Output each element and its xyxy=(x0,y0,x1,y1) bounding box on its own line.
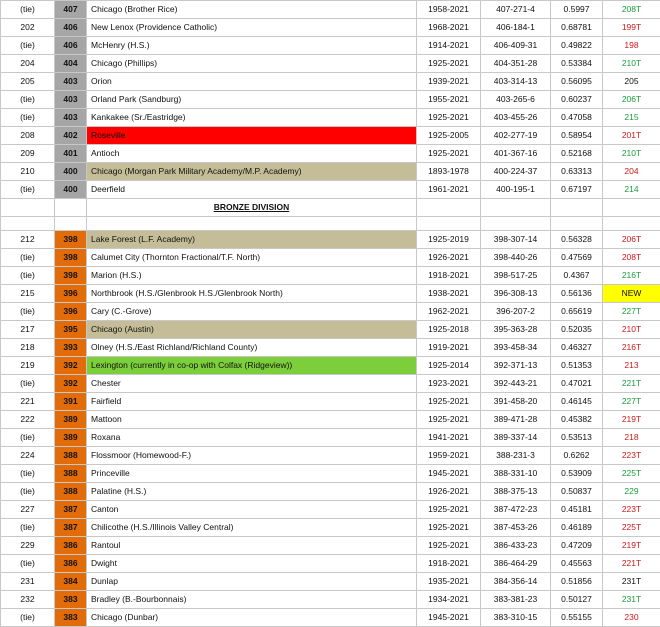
team-cell: Dunlap xyxy=(87,573,417,591)
table-row xyxy=(1,519,660,537)
rank-cell: (tie) xyxy=(1,109,55,127)
record-cell: 388-331-10 xyxy=(481,465,551,483)
table-row xyxy=(1,231,660,249)
table-row xyxy=(1,163,660,181)
division-header xyxy=(1,199,660,231)
points-cell: 401 xyxy=(55,145,87,163)
previous-rank-cell: 221T xyxy=(603,555,660,573)
team-cell: Fairfield xyxy=(87,393,417,411)
previous-rank-cell: 225T xyxy=(603,465,660,483)
years-cell: 1918-2021 xyxy=(417,555,481,573)
team-cell: Dwight xyxy=(87,555,417,573)
division-blank-cell xyxy=(417,199,481,217)
table-row xyxy=(1,145,660,163)
division-blank-cell xyxy=(481,199,551,217)
points-cell: 384 xyxy=(55,573,87,591)
previous-rank-cell: 198 xyxy=(603,37,660,55)
previous-rank-cell: 227T xyxy=(603,393,660,411)
team-cell: Lexington (currently in co-op with Colfax (Ridgeview)) xyxy=(87,357,417,375)
years-cell: 1959-2021 xyxy=(417,447,481,465)
pct-cell: 0.67197 xyxy=(551,181,603,199)
points-cell: 388 xyxy=(55,447,87,465)
rank-cell: (tie) xyxy=(1,303,55,321)
division-blank-cell xyxy=(1,199,55,217)
team-cell: Kankakee (Sr./Eastridge) xyxy=(87,109,417,127)
points-cell: 398 xyxy=(55,249,87,267)
table-row xyxy=(1,37,660,55)
previous-rank-cell: 230 xyxy=(603,609,660,627)
years-cell: 1925-2021 xyxy=(417,55,481,73)
pct-cell: 0.47569 xyxy=(551,249,603,267)
team-cell: Deerfield xyxy=(87,181,417,199)
previous-rank-cell: 219T xyxy=(603,411,660,429)
record-cell: 398-440-26 xyxy=(481,249,551,267)
team-cell: New Lenox (Providence Catholic) xyxy=(87,19,417,37)
team-cell: Rantoul xyxy=(87,537,417,555)
table-row xyxy=(1,267,660,285)
years-cell: 1945-2021 xyxy=(417,465,481,483)
table-row xyxy=(1,609,660,627)
division-blank-cell xyxy=(55,199,87,217)
bronze-division-rows xyxy=(1,231,660,627)
rank-cell: 219 xyxy=(1,357,55,375)
years-cell: 1919-2021 xyxy=(417,339,481,357)
years-cell: 1918-2021 xyxy=(417,267,481,285)
previous-rank-cell: 216T xyxy=(603,339,660,357)
points-cell: 391 xyxy=(55,393,87,411)
team-cell: Orland Park (Sandburg) xyxy=(87,91,417,109)
team-cell: Chicago (Austin) xyxy=(87,321,417,339)
points-cell: 400 xyxy=(55,181,87,199)
team-cell: Roxana xyxy=(87,429,417,447)
record-cell: 402-277-19 xyxy=(481,127,551,145)
record-cell: 403-314-13 xyxy=(481,73,551,91)
previous-rank-cell: 219T xyxy=(603,537,660,555)
points-cell: 406 xyxy=(55,19,87,37)
previous-rank-cell: 205 xyxy=(603,73,660,91)
table-row xyxy=(1,19,660,37)
previous-rank-cell: 215 xyxy=(603,109,660,127)
previous-rank-cell: 231T xyxy=(603,591,660,609)
years-cell: 1925-2021 xyxy=(417,501,481,519)
table-row xyxy=(1,181,660,199)
rank-cell: (tie) xyxy=(1,37,55,55)
points-cell: 395 xyxy=(55,321,87,339)
years-cell: 1923-2021 xyxy=(417,375,481,393)
years-cell: 1968-2021 xyxy=(417,19,481,37)
points-cell: 407 xyxy=(55,1,87,19)
pct-cell: 0.46145 xyxy=(551,393,603,411)
points-cell: 386 xyxy=(55,537,87,555)
previous-rank-cell: 223T xyxy=(603,501,660,519)
team-cell: Princeville xyxy=(87,465,417,483)
years-cell: 1938-2021 xyxy=(417,285,481,303)
years-cell: 1962-2021 xyxy=(417,303,481,321)
previous-rank-cell: 206T xyxy=(603,231,660,249)
team-cell: Lake Forest (L.F. Academy) xyxy=(87,231,417,249)
pct-cell: 0.51856 xyxy=(551,573,603,591)
pct-cell: 0.45563 xyxy=(551,555,603,573)
team-cell: Antioch xyxy=(87,145,417,163)
pct-cell: 0.56136 xyxy=(551,285,603,303)
rank-cell: (tie) xyxy=(1,181,55,199)
points-cell: 386 xyxy=(55,555,87,573)
rank-cell: (tie) xyxy=(1,267,55,285)
years-cell: 1955-2021 xyxy=(417,91,481,109)
points-cell: 403 xyxy=(55,109,87,127)
points-cell: 392 xyxy=(55,375,87,393)
pct-cell: 0.65619 xyxy=(551,303,603,321)
points-cell: 389 xyxy=(55,411,87,429)
years-cell: 1925-2021 xyxy=(417,109,481,127)
previous-rank-cell: 210T xyxy=(603,145,660,163)
table-row xyxy=(1,393,660,411)
spacer-cell xyxy=(55,217,87,231)
years-cell: 1925-2021 xyxy=(417,393,481,411)
table-row xyxy=(1,73,660,91)
team-cell: Calumet City (Thornton Fractional/T.F. North) xyxy=(87,249,417,267)
record-cell: 403-265-6 xyxy=(481,91,551,109)
rank-cell: (tie) xyxy=(1,249,55,267)
table-row xyxy=(1,303,660,321)
table-row xyxy=(1,573,660,591)
pct-cell: 0.46327 xyxy=(551,339,603,357)
record-cell: 400-224-37 xyxy=(481,163,551,181)
years-cell: 1925-2021 xyxy=(417,411,481,429)
table-row xyxy=(1,537,660,555)
previous-rank-cell: 210T xyxy=(603,321,660,339)
record-cell: 403-455-26 xyxy=(481,109,551,127)
points-cell: 396 xyxy=(55,285,87,303)
rank-cell: (tie) xyxy=(1,1,55,19)
years-cell: 1945-2021 xyxy=(417,609,481,627)
record-cell: 389-337-14 xyxy=(481,429,551,447)
previous-rank-cell: 206T xyxy=(603,91,660,109)
rank-cell: 232 xyxy=(1,591,55,609)
spacer-cell xyxy=(481,217,551,231)
table-row xyxy=(1,1,660,19)
years-cell: 1925-2021 xyxy=(417,519,481,537)
record-cell: 401-367-16 xyxy=(481,145,551,163)
record-cell: 393-458-34 xyxy=(481,339,551,357)
team-cell: Chicago (Morgan Park Military Academy/M.P. Academy) xyxy=(87,163,417,181)
record-cell: 400-195-1 xyxy=(481,181,551,199)
points-cell: 387 xyxy=(55,501,87,519)
team-cell: Canton xyxy=(87,501,417,519)
record-cell: 395-363-28 xyxy=(481,321,551,339)
team-cell: Mattoon xyxy=(87,411,417,429)
record-cell: 383-381-23 xyxy=(481,591,551,609)
rank-cell: 231 xyxy=(1,573,55,591)
rank-cell: 222 xyxy=(1,411,55,429)
pct-cell: 0.46189 xyxy=(551,519,603,537)
table-row xyxy=(1,357,660,375)
team-cell: Chester xyxy=(87,375,417,393)
years-cell: 1926-2021 xyxy=(417,249,481,267)
table-row xyxy=(1,375,660,393)
spacer-cell xyxy=(603,217,660,231)
record-cell: 384-356-14 xyxy=(481,573,551,591)
rank-cell: (tie) xyxy=(1,555,55,573)
table-row xyxy=(1,109,660,127)
previous-rank-cell: 225T xyxy=(603,519,660,537)
points-cell: 402 xyxy=(55,127,87,145)
previous-rank-cell: 204 xyxy=(603,163,660,181)
record-cell: 387-472-23 xyxy=(481,501,551,519)
table-row xyxy=(1,501,660,519)
pct-cell: 0.53909 xyxy=(551,465,603,483)
pct-cell: 0.56328 xyxy=(551,231,603,249)
pct-cell: 0.45382 xyxy=(551,411,603,429)
pct-cell: 0.6262 xyxy=(551,447,603,465)
rank-cell: 229 xyxy=(1,537,55,555)
rank-cell: 209 xyxy=(1,145,55,163)
previous-rank-cell: 208T xyxy=(603,1,660,19)
team-cell: Chilicothe (H.S./Illinois Valley Central) xyxy=(87,519,417,537)
rank-cell: 205 xyxy=(1,73,55,91)
previous-rank-cell: 214 xyxy=(603,181,660,199)
team-cell: Roseville xyxy=(87,127,417,145)
team-cell: Palatine (H.S.) xyxy=(87,483,417,501)
points-cell: 398 xyxy=(55,231,87,249)
record-cell: 396-308-13 xyxy=(481,285,551,303)
table-row xyxy=(1,555,660,573)
table-row xyxy=(1,447,660,465)
team-cell: Marion (H.S.) xyxy=(87,267,417,285)
record-cell: 391-458-20 xyxy=(481,393,551,411)
previous-rank-cell: 229 xyxy=(603,483,660,501)
record-cell: 389-471-28 xyxy=(481,411,551,429)
rank-cell: 217 xyxy=(1,321,55,339)
record-cell: 398-517-25 xyxy=(481,267,551,285)
pct-cell: 0.53513 xyxy=(551,429,603,447)
bronze-division-header-row xyxy=(1,199,660,217)
pct-cell: 0.52168 xyxy=(551,145,603,163)
team-cell: Flossmoor (Homewood-F.) xyxy=(87,447,417,465)
record-cell: 392-443-21 xyxy=(481,375,551,393)
points-cell: 388 xyxy=(55,465,87,483)
team-cell: Olney (H.S./East Richland/Richland County) xyxy=(87,339,417,357)
rank-cell: (tie) xyxy=(1,465,55,483)
division-blank-cell xyxy=(551,199,603,217)
previous-rank-cell: 210T xyxy=(603,55,660,73)
pct-cell: 0.45181 xyxy=(551,501,603,519)
spacer-cell xyxy=(417,217,481,231)
points-cell: 387 xyxy=(55,519,87,537)
points-cell: 383 xyxy=(55,591,87,609)
rank-cell: 224 xyxy=(1,447,55,465)
table-row xyxy=(1,483,660,501)
points-cell: 400 xyxy=(55,163,87,181)
pct-cell: 0.58954 xyxy=(551,127,603,145)
points-cell: 389 xyxy=(55,429,87,447)
table-row xyxy=(1,321,660,339)
pct-cell: 0.51353 xyxy=(551,357,603,375)
pct-cell: 0.50127 xyxy=(551,591,603,609)
team-cell: Chicago (Dunbar) xyxy=(87,609,417,627)
table-row xyxy=(1,429,660,447)
pct-cell: 0.47058 xyxy=(551,109,603,127)
previous-rank-cell: NEW xyxy=(603,285,660,303)
years-cell: 1914-2021 xyxy=(417,37,481,55)
table-row xyxy=(1,249,660,267)
rank-cell: 208 xyxy=(1,127,55,145)
years-cell: 1893-1978 xyxy=(417,163,481,181)
previous-rank-cell: 213 xyxy=(603,357,660,375)
record-cell: 398-307-14 xyxy=(481,231,551,249)
record-cell: 388-375-13 xyxy=(481,483,551,501)
rank-cell: (tie) xyxy=(1,609,55,627)
rank-cell: (tie) xyxy=(1,375,55,393)
pct-cell: 0.60237 xyxy=(551,91,603,109)
rank-cell: (tie) xyxy=(1,429,55,447)
spacer-cell xyxy=(87,217,417,231)
points-cell: 403 xyxy=(55,73,87,91)
rank-cell: 212 xyxy=(1,231,55,249)
table-row xyxy=(1,55,660,73)
points-cell: 398 xyxy=(55,267,87,285)
record-cell: 406-184-1 xyxy=(481,19,551,37)
points-cell: 383 xyxy=(55,609,87,627)
spacer-cell xyxy=(551,217,603,231)
years-cell: 1941-2021 xyxy=(417,429,481,447)
pct-cell: 0.56095 xyxy=(551,73,603,91)
years-cell: 1925-2021 xyxy=(417,537,481,555)
record-cell: 386-464-29 xyxy=(481,555,551,573)
team-cell: Bradley (B.-Bourbonnais) xyxy=(87,591,417,609)
previous-rank-cell: 208T xyxy=(603,249,660,267)
previous-rank-cell: 199T xyxy=(603,19,660,37)
rank-cell: (tie) xyxy=(1,91,55,109)
silver-division-rows xyxy=(1,1,660,199)
record-cell: 396-207-2 xyxy=(481,303,551,321)
spacer-cell xyxy=(1,217,55,231)
spacer-row xyxy=(1,217,660,231)
team-cell: Chicago (Brother Rice) xyxy=(87,1,417,19)
rank-cell: 221 xyxy=(1,393,55,411)
rank-cell: 204 xyxy=(1,55,55,73)
pct-cell: 0.47021 xyxy=(551,375,603,393)
points-cell: 388 xyxy=(55,483,87,501)
previous-rank-cell: 227T xyxy=(603,303,660,321)
pct-cell: 0.55155 xyxy=(551,609,603,627)
pct-cell: 0.52035 xyxy=(551,321,603,339)
record-cell: 386-433-23 xyxy=(481,537,551,555)
previous-rank-cell: 231T xyxy=(603,573,660,591)
years-cell: 1925-2021 xyxy=(417,145,481,163)
record-cell: 388-231-3 xyxy=(481,447,551,465)
pct-cell: 0.49822 xyxy=(551,37,603,55)
rank-cell: (tie) xyxy=(1,519,55,537)
points-cell: 406 xyxy=(55,37,87,55)
table-row xyxy=(1,127,660,145)
years-cell: 1925-2014 xyxy=(417,357,481,375)
team-cell: Cary (C.-Grove) xyxy=(87,303,417,321)
record-cell: 406-409-31 xyxy=(481,37,551,55)
rank-cell: 202 xyxy=(1,19,55,37)
table-row xyxy=(1,285,660,303)
table-row xyxy=(1,411,660,429)
team-cell: Northbrook (H.S./Glenbrook H.S./Glenbrook North) xyxy=(87,285,417,303)
table-row xyxy=(1,591,660,609)
pct-cell: 0.4367 xyxy=(551,267,603,285)
years-cell: 1934-2021 xyxy=(417,591,481,609)
previous-rank-cell: 218 xyxy=(603,429,660,447)
pct-cell: 0.47209 xyxy=(551,537,603,555)
years-cell: 1939-2021 xyxy=(417,73,481,91)
team-cell: McHenry (H.S.) xyxy=(87,37,417,55)
pct-cell: 0.50837 xyxy=(551,483,603,501)
team-cell: Chicago (Phillips) xyxy=(87,55,417,73)
rank-cell: 218 xyxy=(1,339,55,357)
division-label: BRONZE DIVISION xyxy=(87,199,417,217)
previous-rank-cell: 201T xyxy=(603,127,660,145)
years-cell: 1961-2021 xyxy=(417,181,481,199)
pct-cell: 0.5997 xyxy=(551,1,603,19)
previous-rank-cell: 221T xyxy=(603,375,660,393)
pct-cell: 0.53384 xyxy=(551,55,603,73)
years-cell: 1958-2021 xyxy=(417,1,481,19)
table-row xyxy=(1,465,660,483)
table-row xyxy=(1,339,660,357)
record-cell: 387-453-26 xyxy=(481,519,551,537)
record-cell: 404-351-28 xyxy=(481,55,551,73)
points-cell: 396 xyxy=(55,303,87,321)
team-cell: Orion xyxy=(87,73,417,91)
years-cell: 1935-2021 xyxy=(417,573,481,591)
rank-cell: (tie) xyxy=(1,483,55,501)
points-cell: 403 xyxy=(55,91,87,109)
record-cell: 407-271-4 xyxy=(481,1,551,19)
previous-rank-cell: 216T xyxy=(603,267,660,285)
table-row xyxy=(1,91,660,109)
years-cell: 1925-2005 xyxy=(417,127,481,145)
points-cell: 393 xyxy=(55,339,87,357)
pct-cell: 0.63313 xyxy=(551,163,603,181)
years-cell: 1925-2019 xyxy=(417,231,481,249)
record-cell: 392-371-13 xyxy=(481,357,551,375)
record-cell: 383-310-15 xyxy=(481,609,551,627)
years-cell: 1926-2021 xyxy=(417,483,481,501)
rank-cell: 210 xyxy=(1,163,55,181)
rank-cell: 227 xyxy=(1,501,55,519)
points-cell: 392 xyxy=(55,357,87,375)
points-cell: 404 xyxy=(55,55,87,73)
pct-cell: 0.68781 xyxy=(551,19,603,37)
previous-rank-cell: 223T xyxy=(603,447,660,465)
division-blank-cell xyxy=(603,199,660,217)
rank-cell: 215 xyxy=(1,285,55,303)
years-cell: 1925-2018 xyxy=(417,321,481,339)
